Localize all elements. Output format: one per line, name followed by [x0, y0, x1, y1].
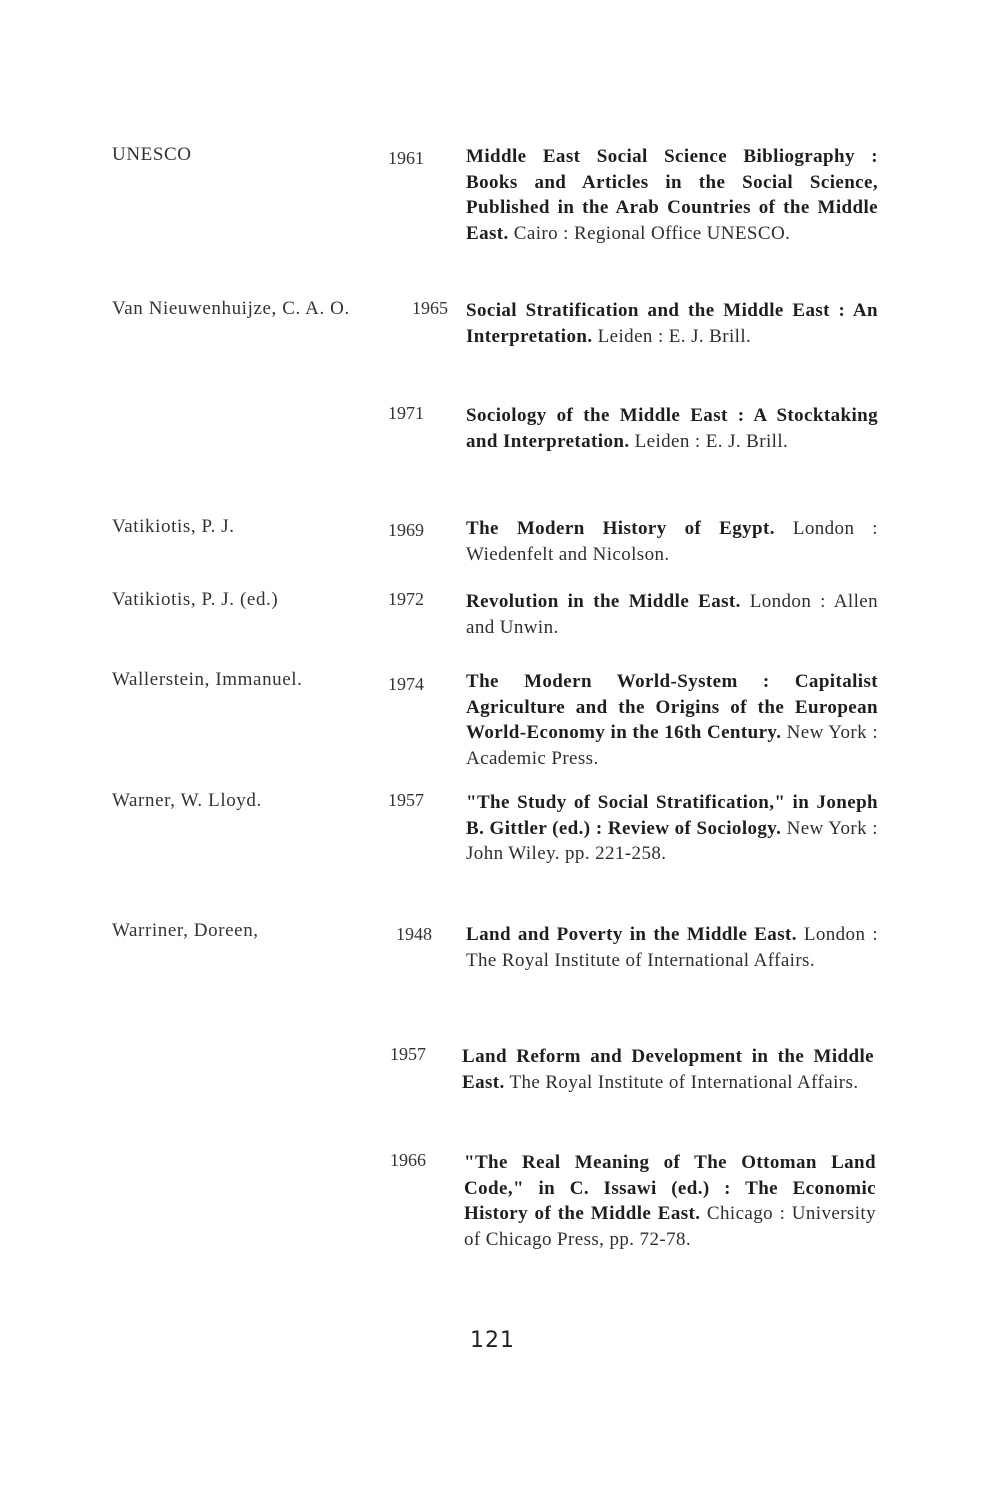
entry-citation [466, 144, 878, 246]
entry-year: 1961 [388, 148, 424, 168]
entry-author: Vatikiotis, P. J. (ed.) [112, 589, 279, 610]
citation-title: Sociology of the Middle East : A Stocktaking and Interpretation. [466, 405, 878, 452]
entry-citation [466, 669, 878, 771]
citation-title: Revolution in the Middle East. [466, 591, 741, 612]
citation-tail: London : Wiedenfelt and Nicolson. [466, 518, 878, 565]
entry-author: Van Nieuwenhuijze, C. A. O. [112, 298, 350, 319]
citation-tail: New York : Academic Press. [466, 722, 878, 769]
citation-tail: Leiden : E. J. Brill. [629, 430, 789, 452]
citation-title: Middle East Social Science Bibliography : Books and Articles in the Social Science, Published in the Arab Countries of the Middle East. [466, 146, 878, 244]
citation-tail: London : Allen and Unwin. [466, 591, 878, 638]
citation-title: Review of Sociology. [607, 817, 782, 839]
entry-author: Wallerstein, Immanuel. [112, 669, 303, 690]
entry-citation [466, 922, 878, 973]
citation-title: Social Stratification and the Middle East : An Interpretation. [466, 300, 878, 347]
citation-tail: Chicago : University of Chicago Press, pp. 72-78. [464, 1203, 876, 1250]
entry-author: Vatikiotis, P. J. [112, 516, 235, 537]
entry-year: 1948 [396, 924, 432, 944]
entry-year: 1972 [388, 589, 424, 609]
entry-citation [466, 790, 878, 867]
entry-citation [466, 403, 878, 454]
citation-title: The Economic History of the Middle East. [464, 1177, 876, 1224]
citation-tail: The Royal Institute of International Affairs. [504, 1071, 859, 1093]
entry-year: 1966 [390, 1150, 426, 1170]
entry-citation [466, 298, 878, 349]
entry-citation [462, 1044, 874, 1095]
citation-tail: Leiden : E. J. Brill. [592, 325, 752, 347]
citation-tail: New York : John Wiley. pp. 221-258. [466, 817, 878, 864]
entry-year: 1957 [388, 790, 424, 810]
entry-year: 1969 [388, 520, 424, 540]
citation-tail: Cairo : Regional Office UNESCO. [508, 222, 791, 244]
entry-citation [466, 589, 878, 640]
entry-year: 1965 [412, 298, 448, 318]
entry-author: Warner, W. Lloyd. [112, 790, 262, 811]
entry-citation [464, 1150, 876, 1252]
page-number: 121 [470, 1328, 515, 1353]
entry-author: Warriner, Doreen, [112, 920, 259, 941]
citation-title: The Modern History of Egypt. [466, 518, 775, 539]
entry-year: 1974 [388, 674, 424, 694]
citation-title: The Modern World-System : Capitalist Agriculture and the Origins of the European World-Economy in the 16th Century. [466, 671, 878, 743]
citation-tail: London : The Royal Institute of International Affairs. [466, 924, 878, 971]
entry-year: 1971 [388, 403, 424, 423]
citation-title: Land Reform and Development in the Middle East. [462, 1046, 874, 1093]
entry-citation [466, 516, 878, 567]
citation-lead: "The Real Meaning of The Ottoman Land Code," in C. Issawi (ed.) : [464, 1152, 876, 1199]
entry-author: UNESCO [112, 144, 192, 165]
entry-year: 1957 [390, 1044, 426, 1064]
citation-title: Land and Poverty in the Middle East. [466, 924, 797, 945]
citation-lead: "The Study of Social Stratification," in Joneph B. Gittler (ed.) : [466, 792, 878, 839]
